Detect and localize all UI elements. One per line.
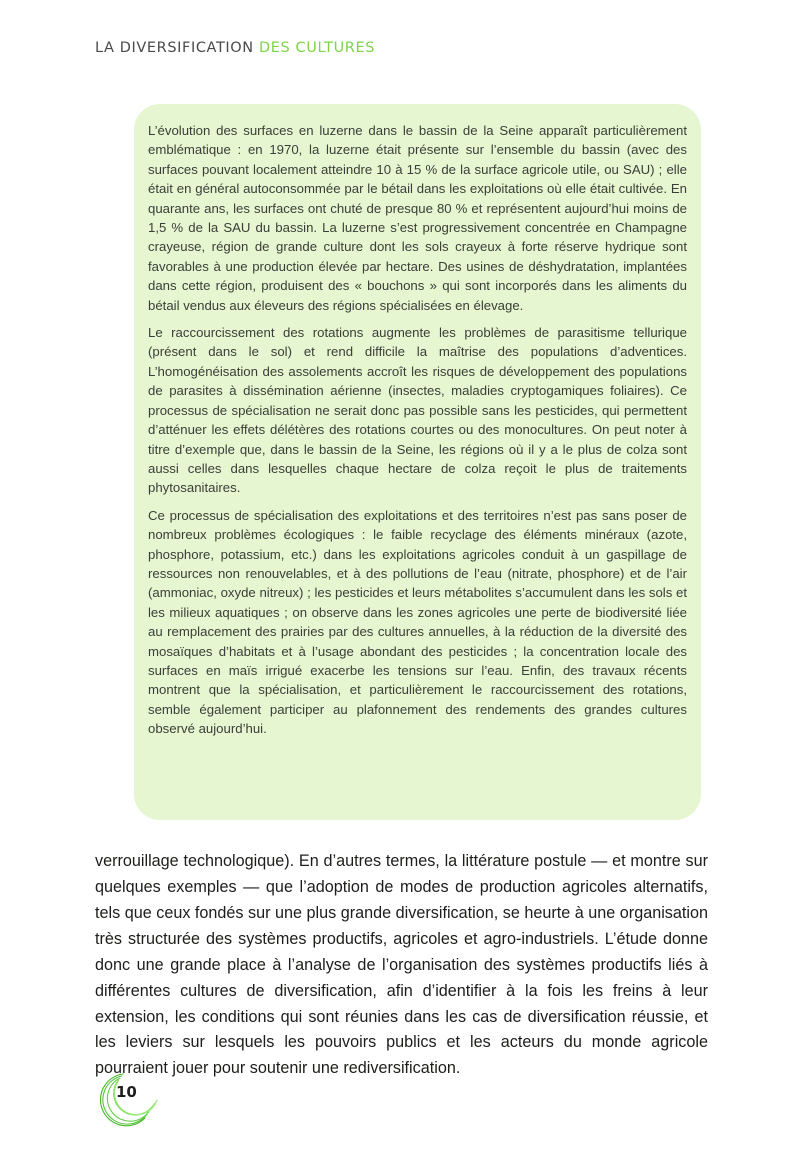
page-footer — [90, 1070, 162, 1134]
running-header — [95, 40, 375, 56]
page-number: 10 — [116, 1083, 137, 1101]
callout-paragraph-3: Ce processus de spécialisation des exploitations et des territoires n’est pas sans poser de nombreux problèmes écologiques : le faible recyclage des éléments minéraux (azote, phosphore, potassium, etc.) dans les exploitations agricoles conduit à un gaspillage de ressources non renouvelables, et à des pollutions de l’eau (nitrate, phosphore) et de l’air (ammoniac, oxyde nitreux) ; les pesticides et leurs métabolites s’accumulent dans les sols et les milieux aquatiques ; on observe dans les zones agricoles une perte de biodiversité liée au remplacement des prairies par des cultures annuelles, à la réduction de la diversité des mosaïques d’habitats et à l’usage abondant des pesticides ; la concentration locale des surfaces en maïs irrigué exacerbe les tensions sur l’eau. Enfin, des travaux récents montrent que la spécialisation, et particulièrement le raccourcissement des rotations, semble également participer au plafonnement des rendements des grandes cultures observé aujourd’hui. — [148, 507, 687, 737]
body-paragraph: verrouillage technologique). En d’autres termes, la littérature postule — et montre sur quelques exemples — que l’adoption de modes de production agricoles alternatifs, tels que ceux fondés sur une plus grande diversification, se heurte à une organisation très structurée des systèmes productifs, agricoles et agro-industriels. L’étude donne donc une grande place à l’analyse de l’organisation des systèmes productifs liés à différentes cultures de diversification, afin d’identifier à la fois les freins à leur extension, les conditions qui sont réunies dans les cas de diversification réussie, et les leviers sur lesquels les pouvoirs publics et les acteurs du monde agricole pourraient jouer pour soutenir une rediversification. — [95, 852, 708, 1078]
callout-paragraph-1: L’évolution des surfaces en luzerne dans le bassin de la Seine apparaît particulièrement emblématique : en 1970, la luzerne était présente sur l’ensemble du bassin (avec des surfaces pouvant localement atteindre 10 à 15 % de la surface agricole utile, ou SAU) ; elle était en général autoconsommée par le bétail dans les exploitations où elle était cultivée. En quarante ans, les surfaces ont chuté de presque 80 % et représentent aujourd’hui moins de 1,5 % de la SAU du bassin. La luzerne s’est progressivement concentrée en Champagne crayeuse, région de grande culture dont les sols crayeux à forte réserve hydrique sont favorables à une production élevée par hectare. Des usines de déshydratation, implantées dans cette région, produisent des « bouchons » qui sont incorporés dans les aliments du bétail vendus aux éleveurs des régions spécialisées en élevage. — [148, 123, 687, 313]
callout-box — [134, 104, 701, 820]
running-header-prefix: LA DIVERSIFICATION — [95, 40, 259, 56]
callout-paragraph-2: Le raccourcissement des rotations augmente les problèmes de parasitisme tellurique (présent dans le sol) et rend difficile la maîtrise des populations d’adventices. L’homogénéisation des assolements accroît les risques de développement des populations de parasites à dissémination aérienne (insectes, maladies cryptogamiques foliaires). Ce processus de spécialisation ne serait donc pas possible sans les pesticides, qui permettent d’atténuer les effets délétères des rotations courtes ou des monocultures. On peut noter à titre d’exemple que, dans le bassin de la Seine, les régions où il y a le plus de colza sont aussi celles dans lesquelles chaque hectare de colza reçoit le plus de traitements phytosanitaires. — [148, 325, 687, 496]
running-header-accent: DES CULTURES — [258, 40, 376, 56]
